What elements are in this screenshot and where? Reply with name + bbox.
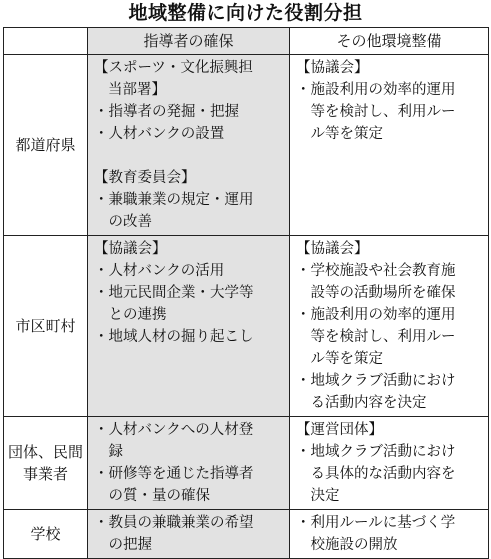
table-row [4,236,489,417]
role-table [3,27,489,559]
cell-line: 【協議会】 [296,60,369,76]
cell-line: との連携 [94,307,167,323]
cell-gap [94,145,283,167]
cell-line: ・地域人材の掘り起こし [94,329,254,345]
cell-line: ・兼職兼業の規定・運用 [94,192,254,208]
table-row [4,417,489,510]
cell-line: ・施設利用の効率的運用 [296,82,456,98]
cell-line: ル等を策定 [296,126,383,142]
cell-line: 決定 [296,488,340,504]
cell-line: ・地域クラブ活動におけ [296,444,456,460]
cell-line: 【教育委員会】 [94,170,196,186]
instructor-cell [88,236,290,417]
cell-line: ・地元民間企業・大学等 [94,285,254,301]
environment-cell [290,236,489,417]
cell-line: 等を検討し、利用ルー [296,104,456,120]
cell-line: 【協議会】 [296,241,369,257]
instructor-cell [88,417,290,510]
cell-line: 校施設の開放 [296,537,398,553]
row-label: 都道府県 [4,55,88,236]
cell-line: ・人材バンクの設置 [94,126,225,142]
cell-line: ・施設利用の効率的運用 [296,307,456,323]
cell-line: ・学校施設や社会教育施 [296,263,456,279]
instructor-cell [88,55,290,236]
cell-line: る活動内容を決定 [296,395,427,411]
corner-header [4,28,88,55]
header-environment: その他環境整備 [290,28,489,55]
cell-line: 【運営団体】 [296,422,383,438]
cell-line: ル等を策定 [296,351,383,367]
header-row [4,28,489,55]
row-label: 団体、民間事業者 [4,417,88,510]
cell-line: 設等の活動場所を確保 [296,285,456,301]
cell-line: 【スポーツ・文化振興担 [94,60,253,76]
cell-line: 等を検討し、利用ルー [296,329,456,345]
cell-line: ・利用ルールに基づく学 [296,515,456,531]
environment-cell [290,55,489,236]
cell-line: ・教員の兼職兼業の希望 [94,515,254,531]
cell-line: ・指導者の発掘・把握 [94,104,239,120]
table-row [4,510,489,559]
environment-cell [290,510,489,559]
instructor-cell [88,510,290,559]
cell-line: 【協議会】 [94,241,167,257]
table-row [4,55,489,236]
cell-line: ・研修等を通じた指導者 [94,466,254,482]
page-title: 地域整備に向けた役割分担 [128,2,363,24]
cell-line: の質・量の確保 [94,488,210,504]
header-instructor: 指導者の確保 [88,28,290,55]
cell-line: 当部署】 [108,82,166,98]
cell-line: ・地域クラブ活動におけ [296,373,456,389]
environment-cell [290,417,489,510]
cell-line: の改善 [94,214,152,230]
cell-line: の把握 [94,537,152,553]
cell-line: る具体的な活動内容を [296,466,456,482]
cell-line: ・人材バンクの活用 [94,263,225,279]
cell-line: 録 [94,444,123,460]
cell-line: ・人材バンクへの人材登 [94,422,254,438]
row-label: 学校 [4,510,88,559]
row-label: 市区町村 [4,236,88,417]
